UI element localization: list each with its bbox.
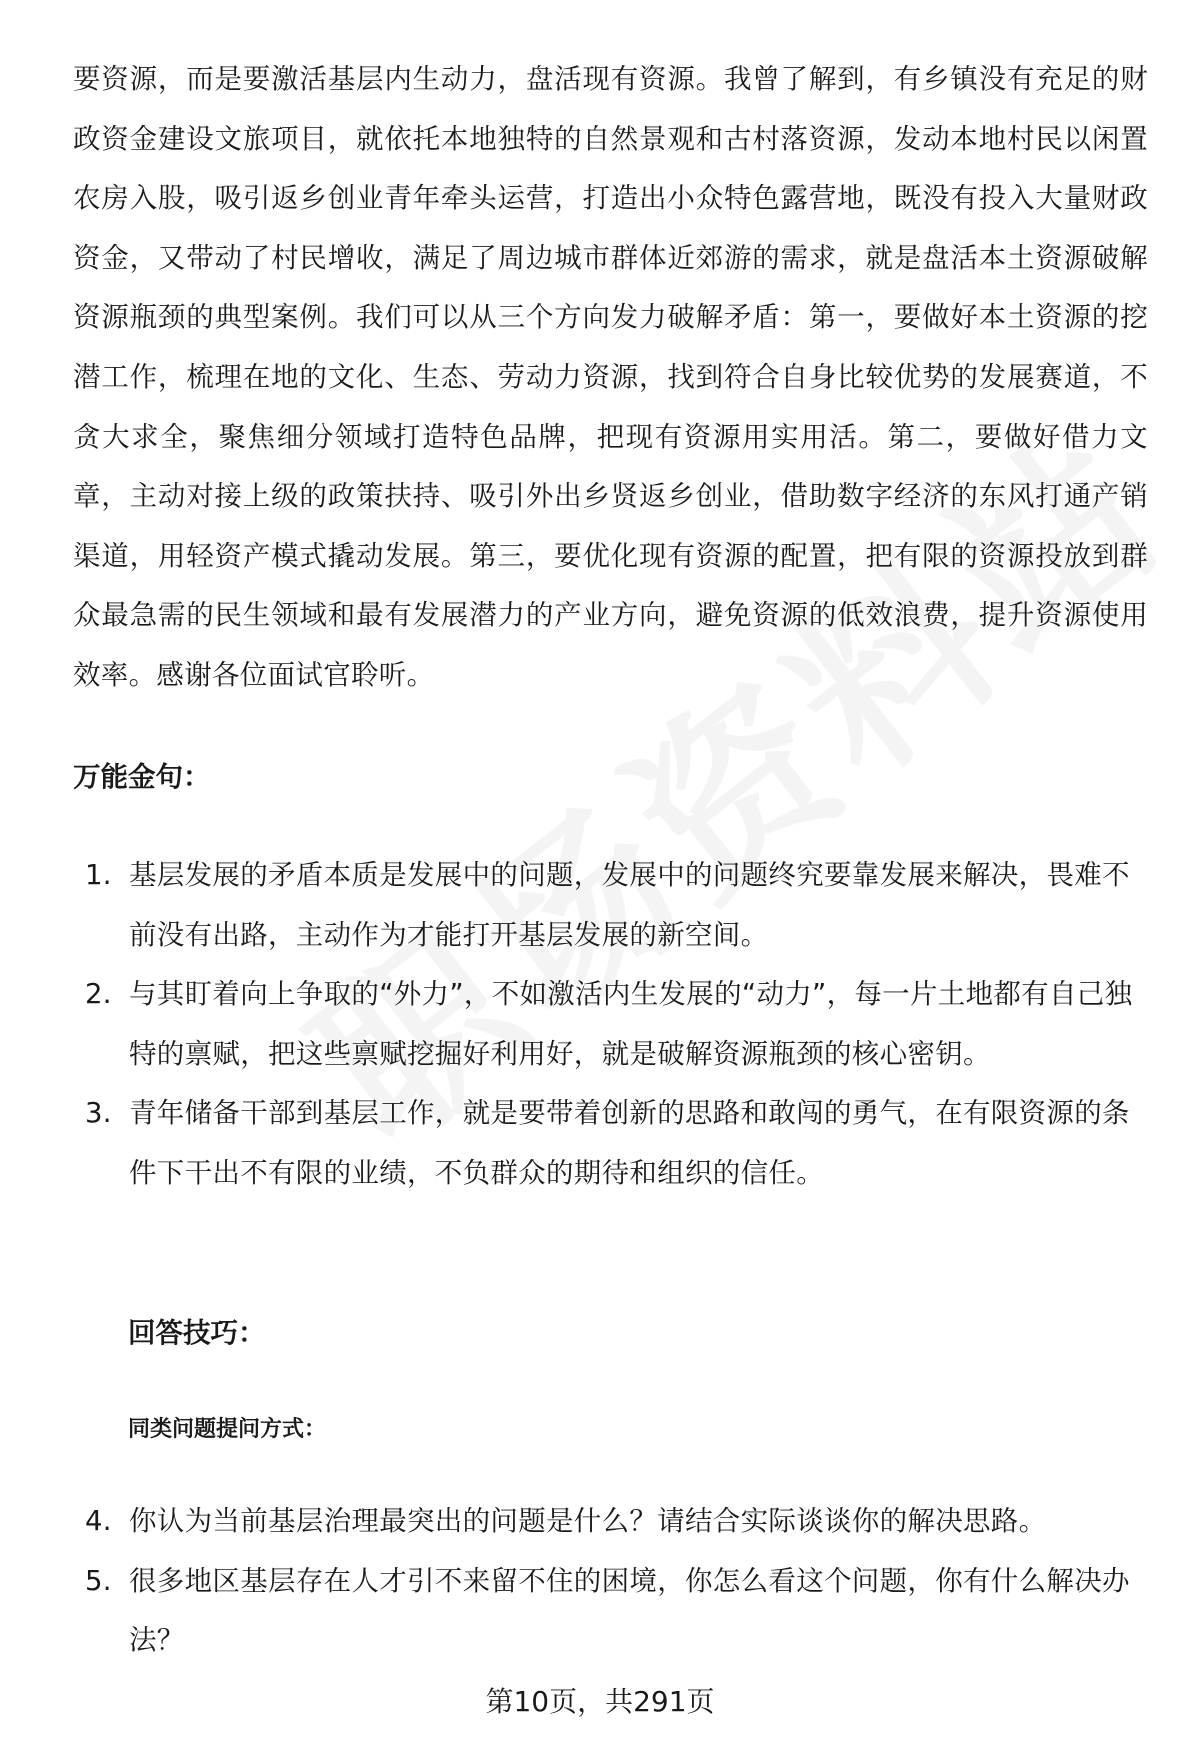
list-item bbox=[73, 1084, 1148, 1203]
list-item bbox=[73, 965, 1148, 1084]
golden-sentences-list bbox=[73, 846, 1148, 1204]
list-item-number: 3. bbox=[85, 1097, 112, 1130]
list-item-number: 2. bbox=[85, 978, 112, 1011]
answer-tips-heading: 回答技巧： bbox=[128, 1317, 266, 1349]
list-item-text: 很多地区基层存在人才引不来留不住的困境，你怎么看这个问题，你有什么解决办法？ bbox=[129, 1564, 1130, 1657]
golden-sentences-heading: 万能金句： bbox=[73, 761, 211, 793]
body-paragraph: 要资源，而是要激活基层内生动力，盘活现有资源。我曾了解到，有乡镇没有充足的财政资金建设文旅项目，就依托本地独特的自然景观和古村落资源，发动本地村民以闲置农房入股，吸引返乡创业青年牵头运营，打造出小众特色露营地，既没有投入大量财政资金，又带动了村民增收，满足了周边城市群体近郊游的需求，就是盘活本土资源破解资源瓶颈的典型案例。我们可以从三个方向发力破解矛盾：第一，要做好本土资源的挖潜工作，梳理在地的文化、生态、劳动力资源，找到符合自身比较优势的发展赛道，不贪大求全，聚焦细分领域打造特色品牌，把现有资源用实用活。第二，要做好借力文章，主动对接上级的政策扶持、吸引外出乡贤返乡创业，借助数字经济的东风打通产销渠道，用轻资产模式撬动发展。第三，要优化现有资源的配置，把有限的资源投放到群众最急需的民生领域和最有发展潜力的产业方向，避免资源的低效浪费，提升资源使用效率。感谢各位面试官聆听。 bbox=[73, 63, 1148, 691]
list-item-text: 基层发展的矛盾本质是发展中的问题，发展中的问题终究要靠发展来解决，畏难不前没有出路，主动作为才能打开基层发展的新空间。 bbox=[129, 859, 1130, 951]
list-item bbox=[73, 1492, 1148, 1552]
list-item-number: 5. bbox=[85, 1564, 112, 1597]
similar-questions-list bbox=[73, 1492, 1148, 1671]
list-item-text: 与其盯着向上争取的“外力”，不如激活内生发展的“动力”，每一片土地都有自己独特的禀赋，把这些禀赋挖掘好利用好，就是破解资源瓶颈的核心密钥。 bbox=[129, 978, 1133, 1070]
list-item-number: 1. bbox=[85, 859, 112, 891]
list-item bbox=[73, 1552, 1148, 1671]
list-item-text: 青年储备干部到基层工作，就是要带着创新的思路和敢闯的勇气，在有限资源的条件下干出不有限的业绩，不负群众的期待和组织的信任。 bbox=[129, 1097, 1130, 1189]
list-item bbox=[73, 846, 1148, 965]
list-item-text: 你认为当前基层治理最突出的问题是什么？请结合实际谈谈你的解决思路。 bbox=[129, 1505, 1047, 1537]
similar-questions-subheading: 同类问题提问方式： bbox=[128, 1417, 327, 1442]
page-footer: 第10页，共291页 bbox=[485, 1685, 715, 1718]
list-item-number: 4. bbox=[85, 1505, 112, 1537]
